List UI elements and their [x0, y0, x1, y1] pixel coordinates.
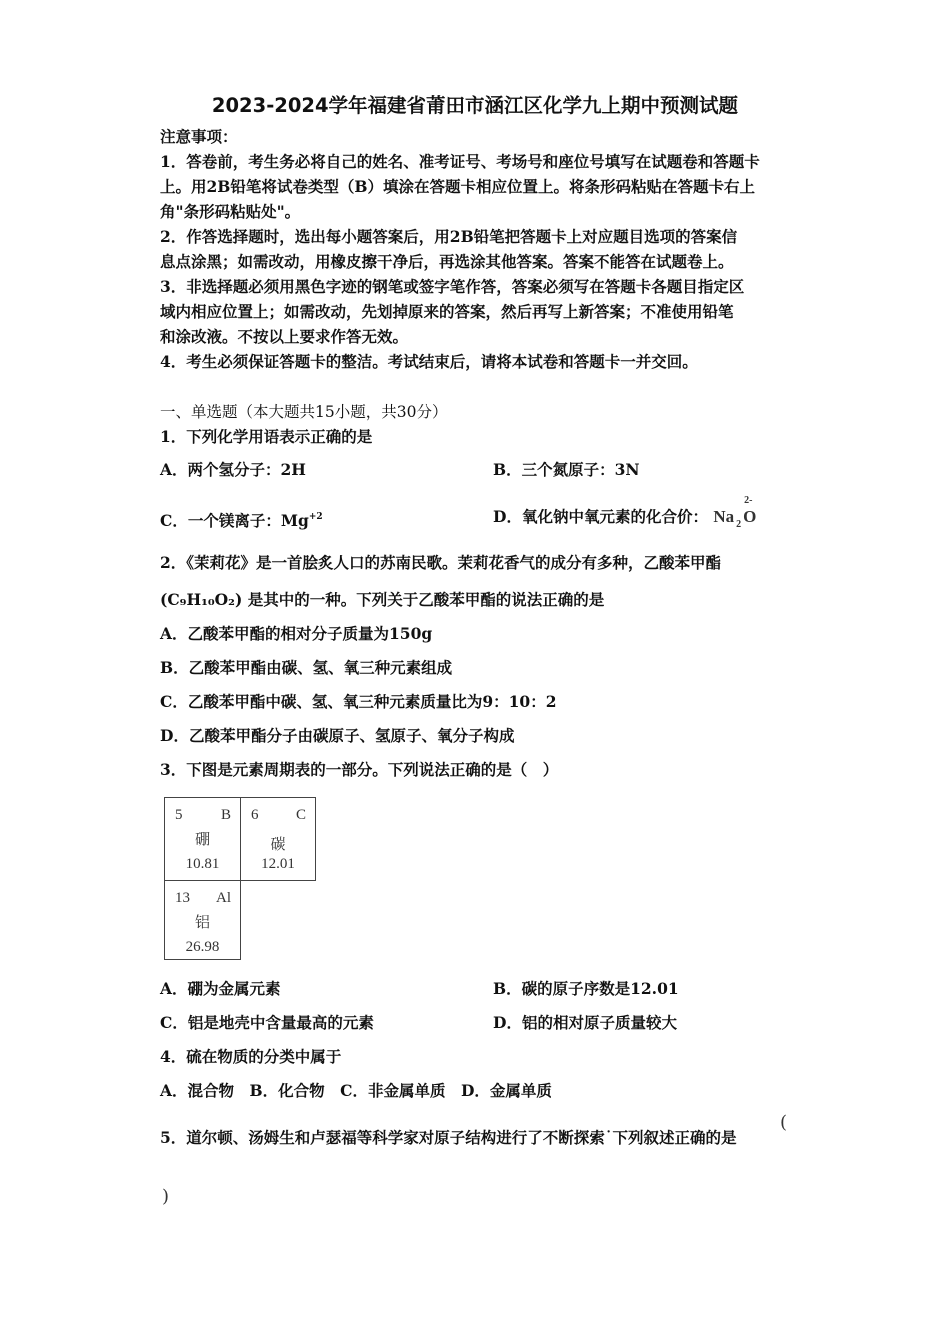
formula-na: Na: [713, 507, 735, 526]
q5-close-paren: ): [162, 1186, 170, 1207]
atomic-number: 13: [175, 890, 190, 906]
question-5-stem: 5．道尔顿、汤姆生和卢瑟福等科学家对原子结构进行了不断探索˙下列叙述正确的是: [160, 1128, 737, 1147]
question-3-stem: 3．下图是元素周期表的一部分。下列说法正确的是（ ）: [160, 760, 559, 779]
notice-line: 息点涂黑；如需改动，用橡皮擦干净后，再选涂其他答案。答案不能答在试题卷上。: [160, 252, 734, 271]
element-symbol: Al: [216, 890, 231, 906]
atomic-mass: 10.81: [185, 856, 220, 872]
q4-options: A．混合物 B．化合物 C．非金属单质 D．金属单质: [160, 1081, 552, 1100]
q1-option-c: [160, 507, 323, 531]
q1-option-b: B．三个氮原子：3N: [493, 460, 640, 479]
notice-line: 4．考生必须保证答题卡的整洁。考试结束后，请将本试卷和答题卡一并交回。: [160, 352, 698, 371]
notice-line: 2．作答选择题时，选出每小题答案后，用2B铅笔把答题卡上对应题目选项的答案信: [160, 227, 738, 246]
page-title: 2023-2024学年福建省莆田市涵江区化学九上期中预测试题: [211, 94, 739, 117]
atomic-number: 6: [251, 807, 259, 823]
q2-option-c: C．乙酸苯甲酯中碳、氢、氧三种元素质量比为9：10：2: [160, 692, 557, 711]
element-cell-carbon: [240, 797, 316, 881]
notice-line: 3．非选择题必须用黑色字迹的钢笔或签字笔作答，答案必须写在答题卡各题目指定区: [160, 277, 745, 296]
notice-line: 域内相应位置上；如需改动，先划掉原来的答案，然后再写上新答案；不准使用铅笔: [160, 302, 734, 321]
sodium-oxide-valence: [713, 495, 757, 530]
atomic-mass: 12.01: [261, 856, 295, 872]
notice-line: 和涂改液。不按以上要求作答无效。: [160, 327, 409, 346]
q3-option-a: A．硼为金属元素: [160, 979, 281, 998]
q2-option-a: A．乙酸苯甲酯的相对分子质量为150g: [160, 624, 433, 643]
element-name: 碳: [270, 837, 286, 853]
element-cell-aluminum: [164, 880, 241, 960]
oxygen-valence: 2-: [744, 495, 753, 506]
atomic-number: 5: [175, 807, 183, 823]
section-heading: 一、单选题（本大题共15小题，共30分）: [160, 403, 448, 421]
mg-charge: +2: [308, 512, 323, 522]
element-symbol: C: [295, 807, 306, 823]
element-name: 硼: [194, 832, 210, 848]
notice-line: 角"条形码粘贴处"。: [160, 202, 301, 221]
notice-line: 上。用2B铅笔将试卷类型（B）填涂在答题卡相应位置上。将条形码粘贴在答题卡右上: [160, 177, 755, 196]
question-2-stem-line1: 2．《茉莉花》是一首脍炙人口的苏南民歌。茉莉花香气的成分有多种，乙酸苯甲酯: [160, 553, 722, 572]
q1-option-a: A．两个氢分子：2H: [160, 460, 306, 479]
element-cell-boron: [164, 797, 241, 881]
q3-option-c: C．铝是地壳中含量最高的元素: [160, 1013, 374, 1032]
q1-option-c-text: C．一个镁离子：Mg: [160, 511, 309, 530]
q3-option-d: D．铝的相对原子质量较大: [493, 1013, 677, 1032]
question-1-stem: 1．下列化学用语表示正确的是: [160, 427, 373, 446]
q2-option-b: B．乙酸苯甲酯由碳、氢、氧三种元素组成: [160, 658, 453, 677]
q3-option-b: B．碳的原子序数是12.01: [493, 979, 679, 998]
formula-o: O: [743, 507, 757, 526]
q2-option-d: D．乙酸苯甲酯分子由碳原子、氢原子、氧分子构成: [160, 726, 515, 745]
q1-option-d: [493, 495, 757, 530]
q5-open-paren: (: [780, 1112, 788, 1133]
question-4-stem: 4．硫在物质的分类中属于: [160, 1047, 342, 1066]
element-name: 铝: [194, 915, 210, 931]
atomic-mass: 26.98: [185, 939, 220, 955]
question-2-stem-line2: (C₉H₁₀O₂) 是其中的一种。下列关于乙酸苯甲酯的说法正确的是: [160, 590, 605, 609]
formula-subscript: 2: [736, 519, 742, 530]
element-symbol: B: [220, 807, 231, 823]
notice-line: 1．答卷前，考生务必将自己的姓名、准考证号、考场号和座位号填写在试题卷和答题卡: [160, 152, 760, 171]
q1-option-d-text: D．氧化钠中氧元素的化合价：: [493, 507, 708, 526]
notice-heading: 注意事项：: [160, 127, 238, 146]
